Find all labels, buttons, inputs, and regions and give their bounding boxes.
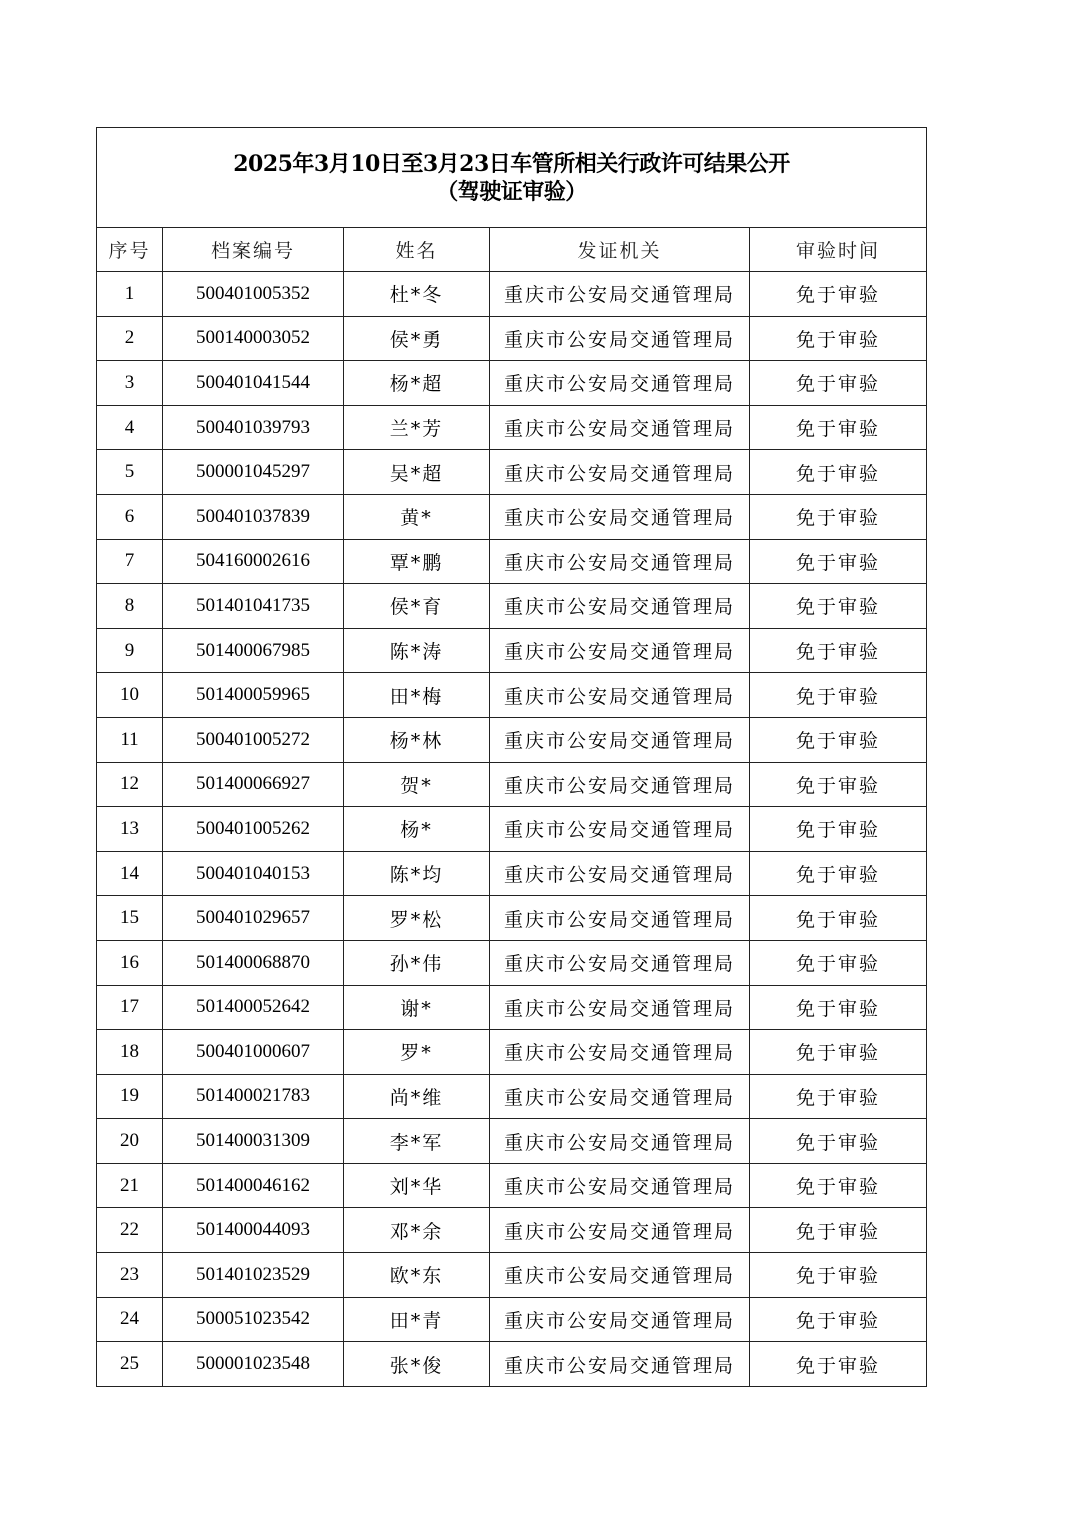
cell-name: 陈*涛 xyxy=(344,628,490,673)
document-subtitle: （驾驶证审验） xyxy=(436,178,587,205)
cell-authority: 重庆市公安局交通管理局 xyxy=(490,762,750,807)
cell-authority: 重庆市公安局交通管理局 xyxy=(490,405,750,450)
cell-authority: 重庆市公安局交通管理局 xyxy=(490,896,750,941)
cell-file-no: 500401005272 xyxy=(163,717,344,762)
cell-file-no: 501400067985 xyxy=(163,628,344,673)
cell-authority: 重庆市公安局交通管理局 xyxy=(490,272,750,317)
cell-file-no: 501400031309 xyxy=(163,1119,344,1164)
table-row xyxy=(97,673,927,718)
cell-review-time: 免于审验 xyxy=(750,1119,927,1164)
cell-review-time: 免于审验 xyxy=(750,628,927,673)
cell-name: 田*青 xyxy=(344,1297,490,1342)
cell-no: 2 xyxy=(97,316,163,361)
cell-authority: 重庆市公安局交通管理局 xyxy=(490,1253,750,1298)
table-row xyxy=(97,717,927,762)
cell-no: 21 xyxy=(97,1163,163,1208)
cell-name: 孙*伟 xyxy=(344,940,490,985)
cell-review-time: 免于审验 xyxy=(750,405,927,450)
document-title: 2025年3月10日至3月23日车管所相关行政许可结果公开 xyxy=(233,150,790,177)
cell-authority: 重庆市公安局交通管理局 xyxy=(490,1208,750,1253)
table-row xyxy=(97,316,927,361)
title-row xyxy=(97,128,927,228)
cell-name: 张*俊 xyxy=(344,1342,490,1387)
cell-review-time: 免于审验 xyxy=(750,851,927,896)
cell-no: 17 xyxy=(97,985,163,1030)
cell-name: 兰*芳 xyxy=(344,405,490,450)
cell-authority: 重庆市公安局交通管理局 xyxy=(490,1297,750,1342)
title-cell xyxy=(97,128,927,228)
cell-review-time: 免于审验 xyxy=(750,1208,927,1253)
cell-file-no: 501401041735 xyxy=(163,584,344,629)
column-header-authority: 发证机关 xyxy=(490,228,750,272)
table-row xyxy=(97,851,927,896)
cell-name: 杨* xyxy=(344,807,490,852)
column-header-no: 序号 xyxy=(97,228,163,272)
cell-name: 田*梅 xyxy=(344,673,490,718)
header-row xyxy=(97,228,927,272)
cell-review-time: 免于审验 xyxy=(750,316,927,361)
table-row xyxy=(97,539,927,584)
cell-name: 贺* xyxy=(344,762,490,807)
cell-file-no: 500051023542 xyxy=(163,1297,344,1342)
table-body xyxy=(97,128,927,1387)
column-header-review-time: 审验时间 xyxy=(750,228,927,272)
cell-review-time: 免于审验 xyxy=(750,1074,927,1119)
cell-review-time: 免于审验 xyxy=(750,940,927,985)
cell-name: 欧*东 xyxy=(344,1253,490,1298)
table-row xyxy=(97,628,927,673)
table-row xyxy=(97,1253,927,1298)
cell-review-time: 免于审验 xyxy=(750,762,927,807)
cell-no: 25 xyxy=(97,1342,163,1387)
cell-name: 刘*华 xyxy=(344,1163,490,1208)
cell-no: 3 xyxy=(97,361,163,406)
cell-authority: 重庆市公安局交通管理局 xyxy=(490,316,750,361)
cell-file-no: 500140003052 xyxy=(163,316,344,361)
cell-no: 13 xyxy=(97,807,163,852)
table-row xyxy=(97,896,927,941)
cell-file-no: 500401040153 xyxy=(163,851,344,896)
cell-file-no: 500401005262 xyxy=(163,807,344,852)
cell-no: 24 xyxy=(97,1297,163,1342)
cell-review-time: 免于审验 xyxy=(750,361,927,406)
cell-file-no: 500401000607 xyxy=(163,1030,344,1075)
cell-no: 20 xyxy=(97,1119,163,1164)
cell-file-no: 500401041544 xyxy=(163,361,344,406)
cell-review-time: 免于审验 xyxy=(750,1253,927,1298)
table-row xyxy=(97,762,927,807)
cell-name: 陈*均 xyxy=(344,851,490,896)
cell-authority: 重庆市公安局交通管理局 xyxy=(490,1030,750,1075)
table-row xyxy=(97,272,927,317)
cell-no: 14 xyxy=(97,851,163,896)
table-row xyxy=(97,1119,927,1164)
results-table xyxy=(96,127,927,1387)
table-row xyxy=(97,494,927,539)
table-row xyxy=(97,940,927,985)
cell-file-no: 500401029657 xyxy=(163,896,344,941)
cell-no: 6 xyxy=(97,494,163,539)
cell-file-no: 501400052642 xyxy=(163,985,344,1030)
cell-review-time: 免于审验 xyxy=(750,1030,927,1075)
table-row xyxy=(97,584,927,629)
cell-name: 罗* xyxy=(344,1030,490,1075)
cell-name: 李*军 xyxy=(344,1119,490,1164)
cell-name: 杨*林 xyxy=(344,717,490,762)
cell-authority: 重庆市公安局交通管理局 xyxy=(490,985,750,1030)
cell-review-time: 免于审验 xyxy=(750,450,927,495)
cell-no: 22 xyxy=(97,1208,163,1253)
cell-no: 10 xyxy=(97,673,163,718)
cell-authority: 重庆市公安局交通管理局 xyxy=(490,450,750,495)
table-row xyxy=(97,1030,927,1075)
cell-file-no: 501400059965 xyxy=(163,673,344,718)
cell-name: 侯*勇 xyxy=(344,316,490,361)
cell-review-time: 免于审验 xyxy=(750,584,927,629)
cell-authority: 重庆市公安局交通管理局 xyxy=(490,361,750,406)
cell-no: 12 xyxy=(97,762,163,807)
cell-authority: 重庆市公安局交通管理局 xyxy=(490,851,750,896)
cell-review-time: 免于审验 xyxy=(750,272,927,317)
cell-file-no: 500401039793 xyxy=(163,405,344,450)
cell-file-no: 501401023529 xyxy=(163,1253,344,1298)
column-header-name: 姓名 xyxy=(344,228,490,272)
cell-authority: 重庆市公安局交通管理局 xyxy=(490,539,750,584)
cell-authority: 重庆市公安局交通管理局 xyxy=(490,940,750,985)
cell-name: 邓*余 xyxy=(344,1208,490,1253)
cell-authority: 重庆市公安局交通管理局 xyxy=(490,628,750,673)
cell-no: 8 xyxy=(97,584,163,629)
cell-file-no: 500001045297 xyxy=(163,450,344,495)
cell-authority: 重庆市公安局交通管理局 xyxy=(490,807,750,852)
cell-no: 1 xyxy=(97,272,163,317)
cell-authority: 重庆市公安局交通管理局 xyxy=(490,717,750,762)
cell-no: 9 xyxy=(97,628,163,673)
cell-name: 吴*超 xyxy=(344,450,490,495)
cell-file-no: 500001023548 xyxy=(163,1342,344,1387)
cell-authority: 重庆市公安局交通管理局 xyxy=(490,1163,750,1208)
cell-no: 18 xyxy=(97,1030,163,1075)
cell-file-no: 504160002616 xyxy=(163,539,344,584)
cell-file-no: 501400044093 xyxy=(163,1208,344,1253)
cell-file-no: 501400066927 xyxy=(163,762,344,807)
cell-no: 16 xyxy=(97,940,163,985)
cell-review-time: 免于审验 xyxy=(750,717,927,762)
cell-file-no: 500401037839 xyxy=(163,494,344,539)
cell-file-no: 500401005352 xyxy=(163,272,344,317)
cell-file-no: 501400021783 xyxy=(163,1074,344,1119)
cell-authority: 重庆市公安局交通管理局 xyxy=(490,1119,750,1164)
table-row xyxy=(97,1163,927,1208)
cell-review-time: 免于审验 xyxy=(750,539,927,584)
cell-no: 7 xyxy=(97,539,163,584)
cell-no: 19 xyxy=(97,1074,163,1119)
cell-no: 23 xyxy=(97,1253,163,1298)
cell-file-no: 501400046162 xyxy=(163,1163,344,1208)
cell-name: 侯*育 xyxy=(344,584,490,629)
cell-review-time: 免于审验 xyxy=(750,1342,927,1387)
cell-file-no: 501400068870 xyxy=(163,940,344,985)
table-row xyxy=(97,1342,927,1387)
cell-review-time: 免于审验 xyxy=(750,673,927,718)
table-row xyxy=(97,405,927,450)
cell-review-time: 免于审验 xyxy=(750,807,927,852)
cell-authority: 重庆市公安局交通管理局 xyxy=(490,494,750,539)
cell-authority: 重庆市公安局交通管理局 xyxy=(490,584,750,629)
table-row xyxy=(97,450,927,495)
table-row xyxy=(97,807,927,852)
table-row xyxy=(97,361,927,406)
cell-name: 黄* xyxy=(344,494,490,539)
cell-review-time: 免于审验 xyxy=(750,1297,927,1342)
cell-no: 11 xyxy=(97,717,163,762)
cell-name: 覃*鹏 xyxy=(344,539,490,584)
column-header-file-no: 档案编号 xyxy=(163,228,344,272)
cell-no: 5 xyxy=(97,450,163,495)
table-row xyxy=(97,1208,927,1253)
table-row xyxy=(97,985,927,1030)
cell-review-time: 免于审验 xyxy=(750,985,927,1030)
cell-review-time: 免于审验 xyxy=(750,494,927,539)
cell-no: 15 xyxy=(97,896,163,941)
cell-authority: 重庆市公安局交通管理局 xyxy=(490,673,750,718)
cell-name: 谢* xyxy=(344,985,490,1030)
table-row xyxy=(97,1074,927,1119)
cell-authority: 重庆市公安局交通管理局 xyxy=(490,1342,750,1387)
cell-review-time: 免于审验 xyxy=(750,896,927,941)
cell-review-time: 免于审验 xyxy=(750,1163,927,1208)
cell-name: 杜*冬 xyxy=(344,272,490,317)
cell-authority: 重庆市公安局交通管理局 xyxy=(490,1074,750,1119)
cell-name: 罗*松 xyxy=(344,896,490,941)
cell-name: 尚*维 xyxy=(344,1074,490,1119)
cell-no: 4 xyxy=(97,405,163,450)
cell-name: 杨*超 xyxy=(344,361,490,406)
table-row xyxy=(97,1297,927,1342)
